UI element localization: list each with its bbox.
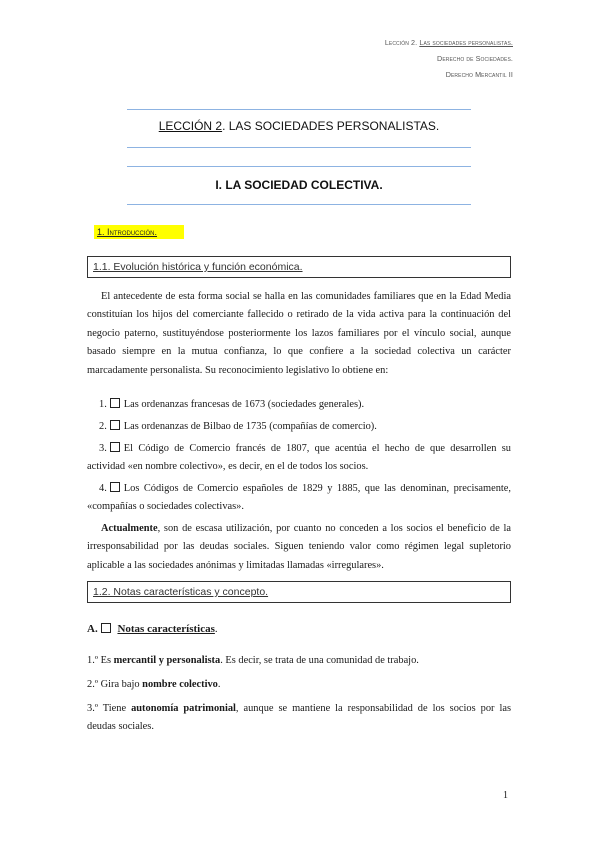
lesson-title xyxy=(127,119,471,133)
checkbox-icon xyxy=(101,623,111,633)
list-item xyxy=(87,396,511,414)
section-rule-top xyxy=(127,166,471,167)
subsection-title-1-2: 1.2. Notas características y concepto. xyxy=(93,586,269,598)
note-prefix: 3.º Tiene xyxy=(87,703,132,714)
heading-notes-letter: A. xyxy=(87,623,98,635)
list-item xyxy=(87,440,511,477)
note-item xyxy=(87,676,511,694)
list-item-text: El Código de Comercio francés de 1807, que acentúa el hecho de que desarrollen su actividad «en nombre colectivo», es decir, en el de todos los socios. xyxy=(87,443,511,473)
section-title: I. LA SOCIEDAD COLECTIVA. xyxy=(215,178,383,192)
note-bold: autonomía patrimonial xyxy=(131,703,236,714)
intro-heading: 1. Introducción. xyxy=(94,225,184,239)
list-item xyxy=(87,480,511,517)
subsection-title-1-1: 1.1. Evolución histórica y función económica. xyxy=(93,261,303,273)
list-item-text: Las ordenanzas de Bilbao de 1735 (compañías de comercio). xyxy=(123,421,377,432)
subsection-box-1-1 xyxy=(87,256,511,278)
note-bold: mercantil y personalista xyxy=(113,655,221,666)
list-item-number: 2. xyxy=(99,421,107,432)
running-header-lesson xyxy=(385,38,513,47)
title-rule-bottom xyxy=(127,147,471,148)
list-item xyxy=(87,418,511,436)
note-suffix: . xyxy=(217,679,221,690)
running-header-subject: Derecho de Sociedades. xyxy=(437,54,513,63)
lesson-title-prefix: LECCIÓN 2 xyxy=(158,119,223,133)
list-item-number: 1. xyxy=(99,399,107,410)
checkbox-icon xyxy=(110,482,120,492)
note-suffix: , aunque se mantiene la responsabilidad de los socios por las deudas sociales. xyxy=(87,703,511,733)
heading-notes-end: . xyxy=(214,623,218,635)
running-header-course: Derecho Mercantil II xyxy=(445,70,513,79)
section-rule-bottom xyxy=(127,204,471,205)
lesson-title-rest: . LAS SOCIEDADES PERSONALISTAS. xyxy=(222,119,440,133)
heading-notes-label: Notas características xyxy=(117,623,215,635)
paragraph-current-use xyxy=(87,520,511,575)
paragraph-current-use-bold: Actualmente xyxy=(101,523,158,534)
list-item-text: Las ordenanzas francesas de 1673 (sociedades generales). xyxy=(123,399,365,410)
subsection-box-1-2 xyxy=(87,581,511,603)
paragraph-history: El antecedente de esta forma social se halla en las comunidades familiares que en la Edad Media constituían los hijos del comerciante fallecido o retirado de la vida activa para la continuación del negocio paterno, sustituyéndose posteriormente los lazos familiares por el vínculo social, aunque basado siempre en la mutua confianza, lo que confiere a la sociedad colectiva un carácter marcadamente personalista. Su reconocimiento legislativo lo obtiene en: xyxy=(87,291,511,376)
paragraph-current-use-text: , son de escasa utilización, por cuanto no conceden a los socios el beneficio de la irresponsabilidad por las deudas sociales. Siguen teniendo valor como régimen legal supletorio aplicable a las sociedades anónimas y limitadas llamadas «irregulares». xyxy=(87,523,511,571)
checkbox-icon xyxy=(110,398,120,408)
note-item xyxy=(87,652,511,670)
page-number: 1 xyxy=(503,790,508,801)
note-suffix: . Es decir, se trata de una comunidad de trabajo. xyxy=(220,655,419,666)
header-lesson-link[interactable]: Las sociedades personalistas. xyxy=(419,38,513,47)
note-prefix: 2.º Gira bajo xyxy=(87,679,143,690)
checkbox-icon xyxy=(110,442,120,452)
note-bold: nombre colectivo xyxy=(142,679,218,690)
list-item-number: 3. xyxy=(99,443,107,454)
list-item-number: 4. xyxy=(99,483,107,494)
header-lesson-prefix: Lección 2. xyxy=(384,38,420,47)
heading-notes xyxy=(87,623,218,635)
note-prefix: 1.º Es xyxy=(87,655,114,666)
list-item-text: Los Códigos de Comercio españoles de 1829 y 1885, que las denominan, precisamente, «compañías o sociedades colectivas». xyxy=(87,483,511,513)
note-item xyxy=(87,700,511,737)
checkbox-icon xyxy=(110,420,120,430)
title-rule-top xyxy=(127,109,471,110)
